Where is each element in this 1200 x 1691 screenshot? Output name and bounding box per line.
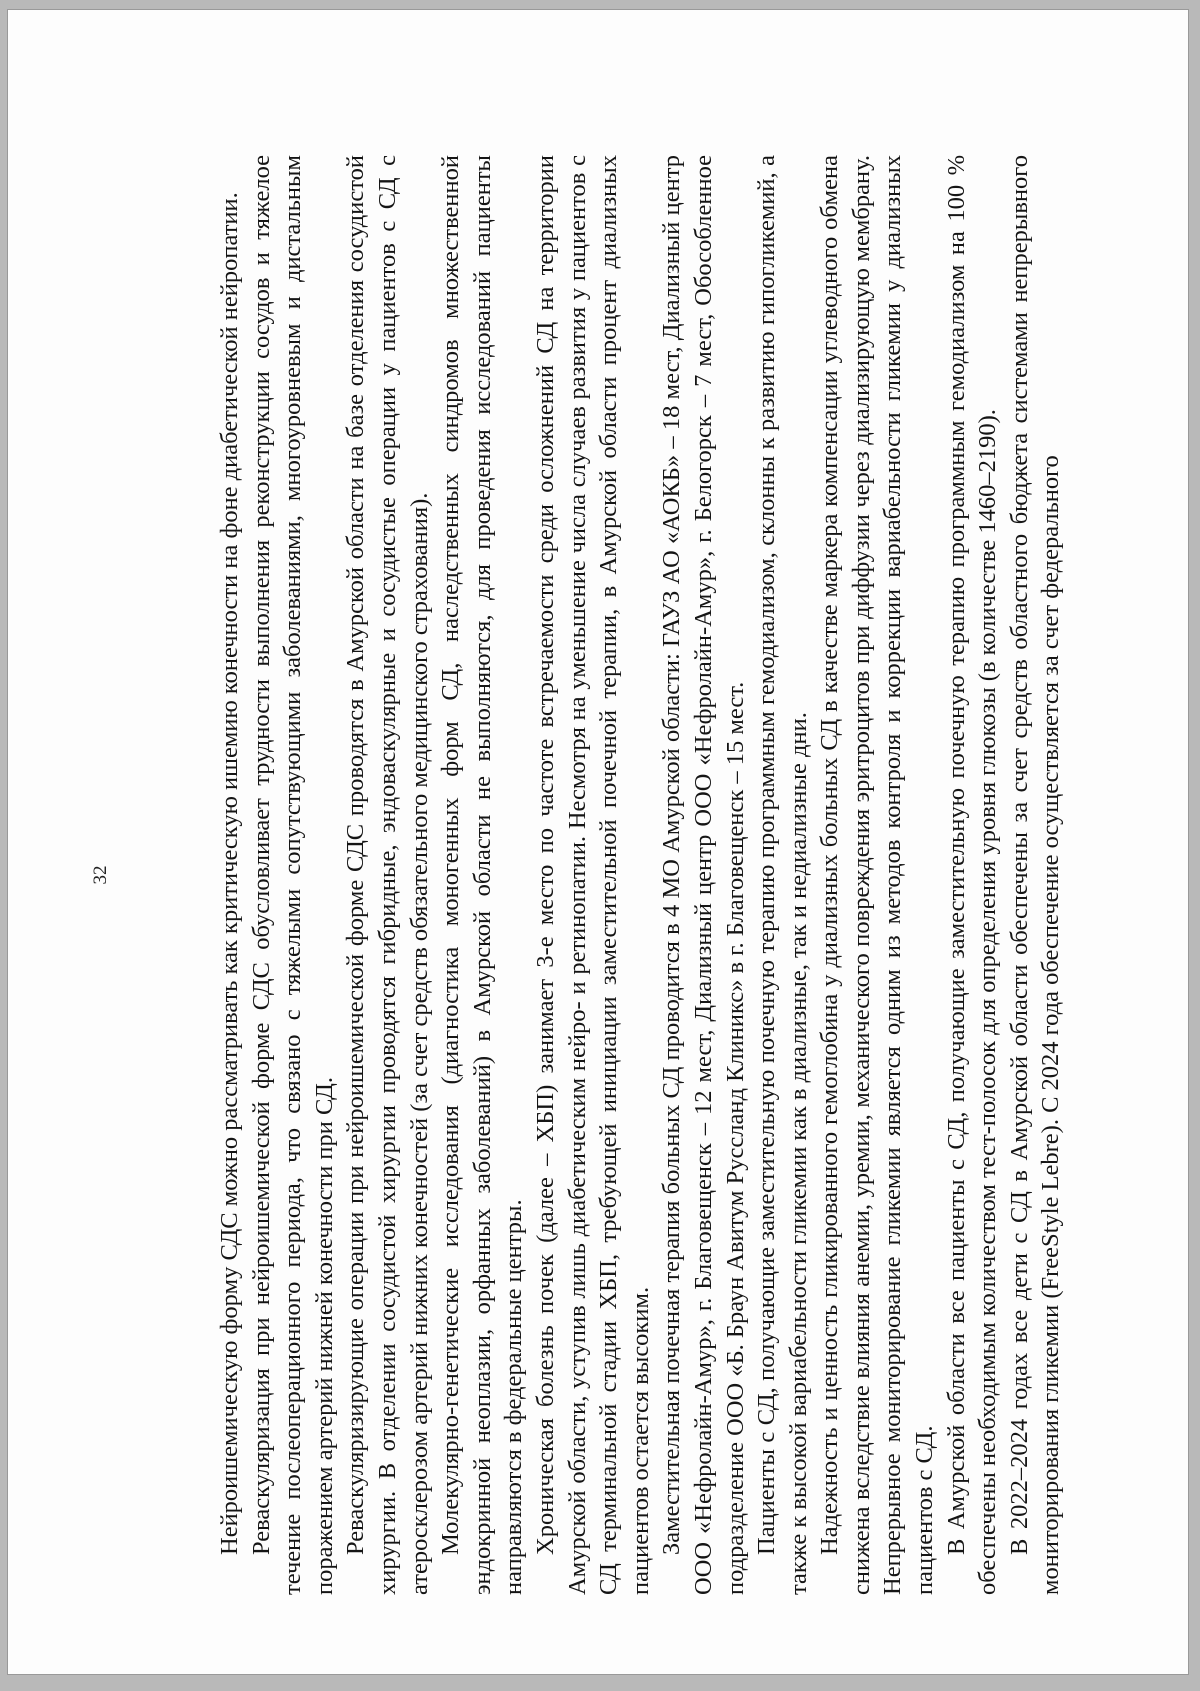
paragraph-4: Молекулярно-генетические исследования (диагностика моногенных форм СД, наследственных синдромов множественной эндокринной неоплазии, орфанных заболеваний) в Амурской области не выполняются, для проведения исследований пациенты направляются в федеральные центры.	[437, 155, 528, 1595]
rotated-content	[90, 155, 1098, 1595]
paragraph-1: Нейроишемическую форму СДС можно рассматривать как критическую ишемию конечности на фоне диабетической нейропатии.	[216, 192, 243, 1555]
page-number: 32	[90, 865, 111, 885]
paragraph-6: Заместительная почечная терапия больных СД проводится в 4 МО Амурской области: ГАУЗ АО «АОКБ» – 18 мест, Диализный центр ООО «Нефролайн-Амур», г. Благовещенск – 12 мест, Диализный центр ООО «Нефролайн-Амур», г. Белогорск – 7 мест, Обособленное подразделение ООО «Б. Браун Авитум Руссланд Клиникс» в г. Благовещенск – 15 мест.	[658, 155, 749, 1595]
paragraph-10: В 2022–2024 годах все дети с СД в Амурской области обеспечены за счет средств областного бюджета системами непрерывного мониторирования гликемии (FreeStyle Lebre). С 2024 года обеспечение осуществляется за счет федерального	[1005, 155, 1065, 1595]
paragraph-9: В Амурской области все пациенты с СД, получающие заместительную почечную терапию программным гемодиализом на 100 % обеспечены необходимым количеством тест-полосок для определения уровня глюкозы (в количестве 1460–2190).	[942, 155, 1002, 1595]
document-page	[8, 10, 1188, 1674]
body-text	[214, 155, 1067, 1595]
paragraph-8: Надежность и ценность гликированного гемоглобина у диализных больных СД в качестве маркера компенсации углеводного обмена снижена вследствие влияния анемии, уремии, механического повреждения эритроцитов при диффузии через диализирующую мембрану. Непрерывное мониторирование гликемии является одним из методов контроля и коррекции вариабельности гликемии у диализных пациентов с СД.	[816, 155, 939, 1595]
paragraph-5: Хроническая болезнь почек (далее – ХБП) занимает 3-е место по частоте встречаемости среди осложнений СД на территории Амурской области, уступив лишь диабетическим нейро- и ретинопатии. Несмотря на уменьшение числа случаев развития у пациентов с СД терминальной стадии ХБП, требующей инициации заместительной почечной терапии, в Амурской области процент диализных пациентов остается высоким.	[531, 155, 654, 1595]
paragraph-3: Реваскуляризирующие операции при нейроишемической форме СДС проводятся в Амурской области на базе отделения сосудистой хирургии. В отделении сосудистой хирургии проводятся гибридные, эндоваскулярные и сосудистые операции у пациентов с СД с атеросклерозом артерий нижних конечностей (за счет средств обязательного медицинского страхования).	[342, 155, 433, 1595]
paragraph-2: Реваскуляризация при нейроишемической форме СДС обусловливает трудности выполнения реконструкции сосудов и тяжелое течение послеоперационного периода, что связано с тяжелыми сопутствующими заболеваниями, многоуровневым и дистальным поражением артерий нижней конечности при СД.	[247, 155, 338, 1595]
paragraph-7: Пациенты с СД, получающие заместительную почечную терапию программным гемодиализом, склонны к развитию гипогликемий, а также к высокой вариабельности гликемии как в диализные, так и недиализные дни.	[753, 155, 812, 1595]
